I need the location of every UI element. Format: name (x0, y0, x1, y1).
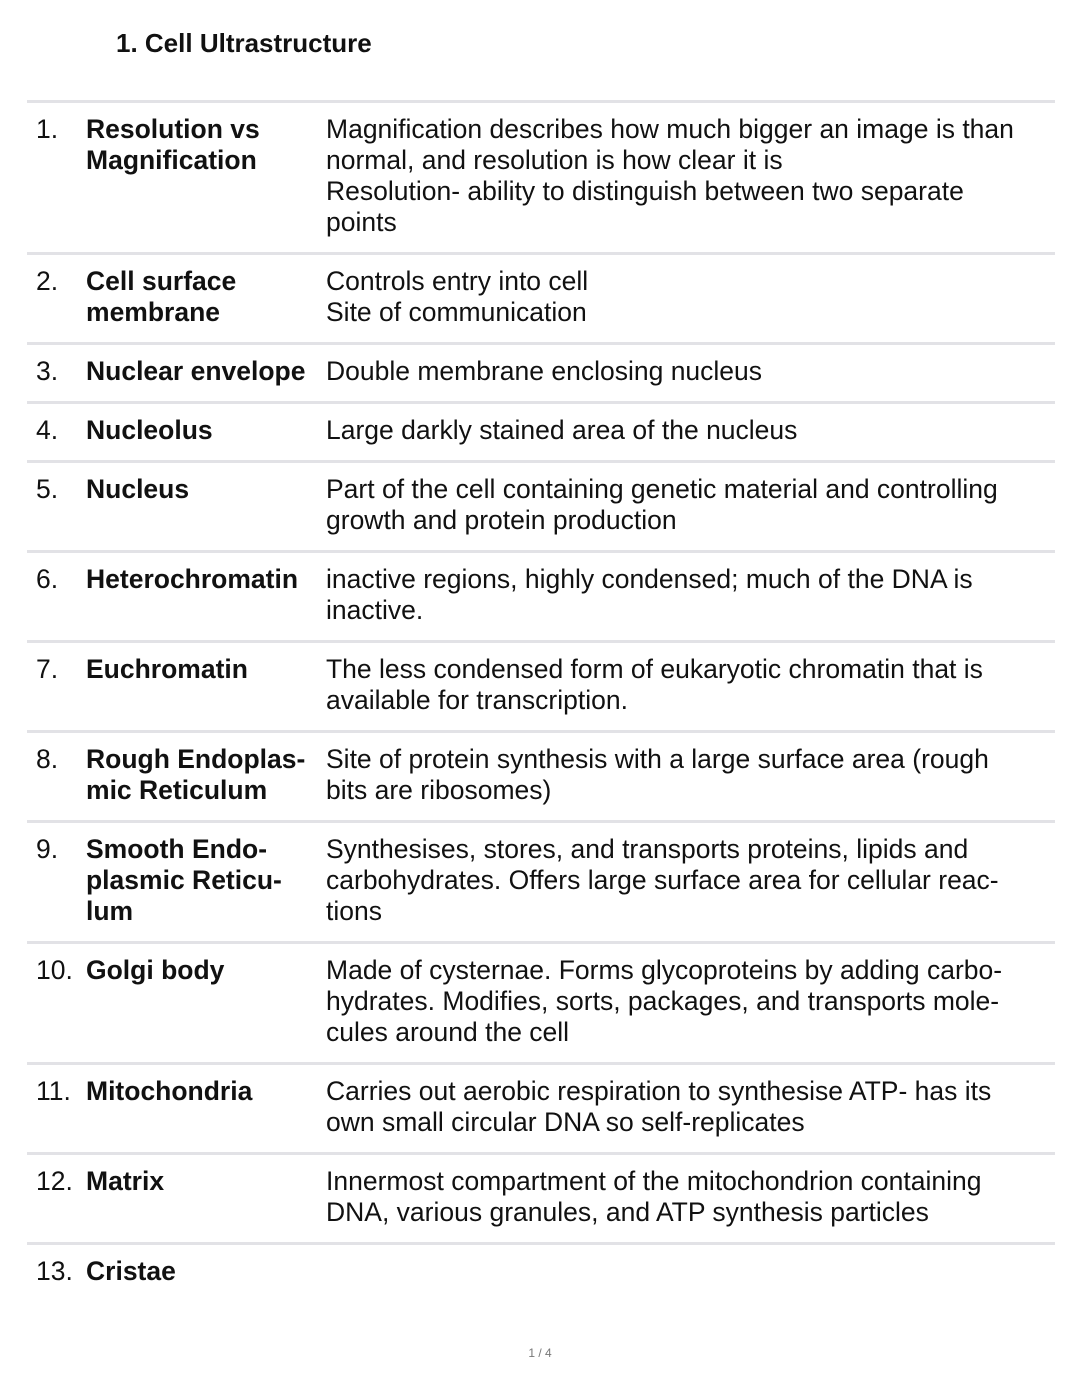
row-description: The less condensed form of eukaryotic chromatin that is available for transcription. (326, 654, 983, 715)
table-row (27, 255, 1055, 345)
row-number: 7. (36, 654, 59, 684)
row-number: 2. (36, 266, 59, 296)
row-number: 10. (36, 955, 73, 985)
row-number: 1. (36, 114, 59, 144)
table-row (27, 103, 1055, 255)
section-title: 1. Cell Ultrastructure (116, 28, 372, 58)
row-term: Nucleus (86, 474, 190, 504)
table-row (27, 1245, 1055, 1301)
row-term: Smooth Endo- plasmic Reticu- lum (86, 834, 282, 926)
table-row (27, 643, 1055, 733)
table-row (27, 463, 1055, 553)
table-row (27, 1155, 1055, 1245)
row-description: Part of the cell containing genetic material and controlling growth and protein production (326, 474, 998, 535)
row-term: Heterochromatin (86, 564, 299, 594)
row-number: 4. (36, 415, 59, 445)
table-row (27, 823, 1055, 944)
row-description: Carries out aerobic respiration to synthesise ATP- has its own small circular DNA so self-replicates (326, 1076, 992, 1137)
row-term: Euchromatin (86, 654, 248, 684)
row-number: 9. (36, 834, 59, 864)
row-term: Cristae (86, 1256, 176, 1286)
row-description: Magnification describes how much bigger an image is than normal, and resolution is how clear it is Resolution- ability to distinguish between two separate points (326, 114, 1014, 237)
row-description: Synthesises, stores, and transports proteins, lipids and carbohydrates. Offers large surface area for cellular reac- tions (326, 834, 999, 926)
row-description: Double membrane enclosing nucleus (326, 356, 763, 386)
row-term: Resolution vs Magnification (86, 114, 260, 175)
row-description: Innermost compartment of the mitochondrion containing DNA, various granules, and ATP synthesis particles (326, 1166, 982, 1227)
row-number: 11. (36, 1076, 71, 1106)
row-number: 12. (36, 1166, 73, 1196)
page-indicator: 1 / 4 (528, 1346, 552, 1360)
row-description: Large darkly stained area of the nucleus (326, 415, 798, 445)
row-description: inactive regions, highly condensed; much of the DNA is inactive. (326, 564, 973, 625)
table-row (27, 944, 1055, 1065)
row-number: 6. (36, 564, 59, 594)
terms-table (27, 100, 1055, 1301)
row-term: Nucleolus (86, 415, 213, 445)
row-description: Controls entry into cell Site of communication (326, 266, 589, 327)
row-description: Made of cysternae. Forms glycoproteins by adding carbo- hydrates. Modifies, sorts, packages, and transports mole- cules around the cell (326, 955, 1003, 1047)
row-term: Rough Endoplas- mic Reticulum (86, 744, 306, 805)
row-term: Mitochondria (86, 1076, 253, 1106)
row-number: 13. (36, 1256, 73, 1286)
table-row (27, 733, 1055, 823)
table-row (27, 553, 1055, 643)
row-number: 3. (36, 356, 59, 386)
row-number: 8. (36, 744, 59, 774)
table-row (27, 1065, 1055, 1155)
row-term: Cell surface membrane (86, 266, 237, 327)
row-description (326, 1256, 1055, 1287)
row-description: Site of protein synthesis with a large surface area (rough bits are ribosomes) (326, 744, 989, 805)
row-term: Golgi body (86, 955, 225, 985)
row-term: Nuclear envelope (86, 356, 306, 386)
row-term: Matrix (86, 1166, 165, 1196)
table-row (27, 404, 1055, 463)
row-number: 5. (36, 474, 59, 504)
table-row (27, 345, 1055, 404)
